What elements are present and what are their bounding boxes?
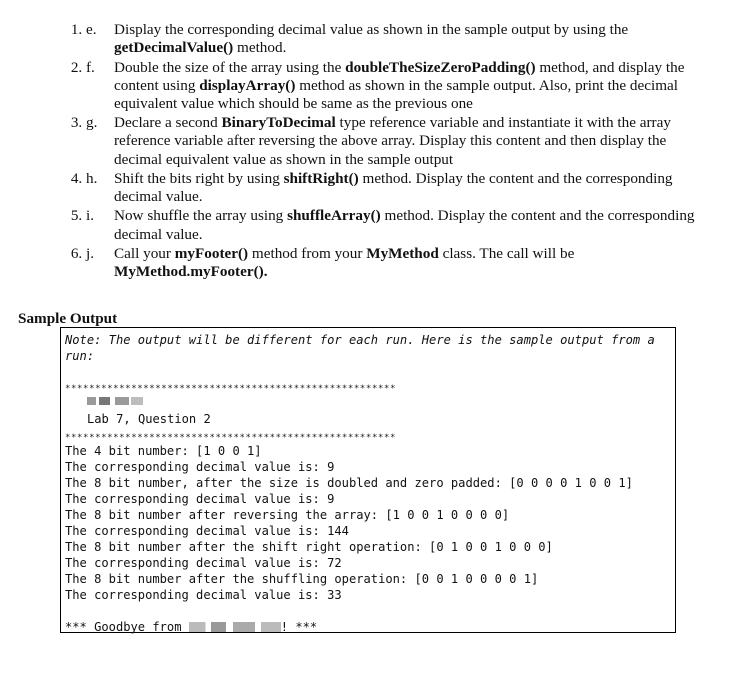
goodbye-line — [65, 619, 317, 635]
method-name: shuffleArray() — [287, 207, 381, 225]
instruction-text: Shift the bits right by using — [114, 169, 284, 187]
instruction-item — [86, 207, 706, 243]
instruction-text: Display the corresponding decimal value as shown in the sample output by using the — [114, 21, 629, 38]
instruction-text: Double the size of the array using the — [114, 58, 346, 76]
method-name: displayArray() — [199, 76, 296, 94]
instruction-item — [86, 59, 706, 114]
instruction-marker: 3. g. — [86, 114, 98, 132]
instruction-text: method. — [233, 39, 287, 57]
method-name: myFooter() — [174, 244, 249, 262]
instruction-text: method as shown in the sample output. Also, print the decimal equivalent value which should be same as the previous one — [114, 76, 678, 112]
redacted-name — [87, 395, 145, 407]
method-name: MyMethod — [366, 244, 439, 262]
instruction-text: method. Display the content and the corresponding decimal value. — [114, 169, 673, 206]
instruction-text: Call your — [114, 244, 175, 262]
redacted-goodbye-name — [189, 622, 281, 632]
method-name: MyMethod.myFooter(). — [114, 263, 268, 281]
method-name: BinaryToDecimal — [221, 114, 336, 132]
instruction-text: Declare a second — [114, 114, 222, 132]
instruction-text: type reference variable and instantiate it with the array reference variable after reversing the above array. Display this content and then display the decimal equivalent value as shown in the sample output — [114, 114, 671, 168]
instruction-marker: 4. h. — [86, 169, 98, 187]
instruction-item — [86, 245, 706, 281]
instruction-item — [86, 170, 706, 206]
instruction-marker: 6. j. — [86, 244, 95, 262]
instruction-text: class. The call will be — [438, 244, 575, 262]
lab-question-line: Lab 7, Question 2 — [87, 412, 211, 426]
sample-output-note: Note: The output will be different for each run. Here is the sample output from a run: — [65, 333, 655, 363]
goodbye-suffix: ! *** — [280, 620, 318, 634]
instruction-item — [86, 21, 706, 57]
sample-output-title: Sample Output — [18, 310, 118, 327]
instruction-text: Now shuffle the array using — [114, 207, 288, 225]
method-name: shiftRight() — [283, 169, 359, 187]
star-divider-bottom: ******************************************************* — [65, 433, 397, 443]
method-name: doubleTheSizeZeroPadding() — [345, 58, 536, 76]
instruction-text: method. Display the content and the corresponding decimal value. — [114, 207, 695, 243]
instruction-text: method, and display the content using — [114, 58, 685, 94]
star-divider-top: ******************************************************* — [65, 384, 397, 394]
instruction-list — [86, 21, 706, 282]
instruction-marker: 5. i. — [86, 207, 95, 225]
instruction-item — [86, 114, 706, 169]
goodbye-prefix: *** Goodbye from — [65, 620, 189, 634]
method-name: getDecimalValue() — [114, 39, 234, 57]
instruction-marker: 1. e. — [86, 21, 97, 38]
program-output: The 4 bit number: [1 0 0 1] The corresponding decimal value is: 9 The 8 bit number, after the size is doubled and zero padded: [0 0 0 0 1 0 0 1] The corresponding decimal value is: 9 The 8 bit number after reversing the array: [1 0 0 1 0 0 0 0] The corresponding decimal value is: 144 The 8 bit number after the shift right operation: [0 1 0 0 1 0 0 0] The corresponding decimal value is: 72 The 8 bit number after the shuffling operation: [0 0 1 0 0 0 0 1] The corresponding decimal value is: 33 — [65, 444, 633, 602]
instruction-marker: 2. f. — [86, 58, 95, 76]
instruction-text: method from your — [248, 244, 367, 262]
sample-output-box — [60, 327, 676, 633]
